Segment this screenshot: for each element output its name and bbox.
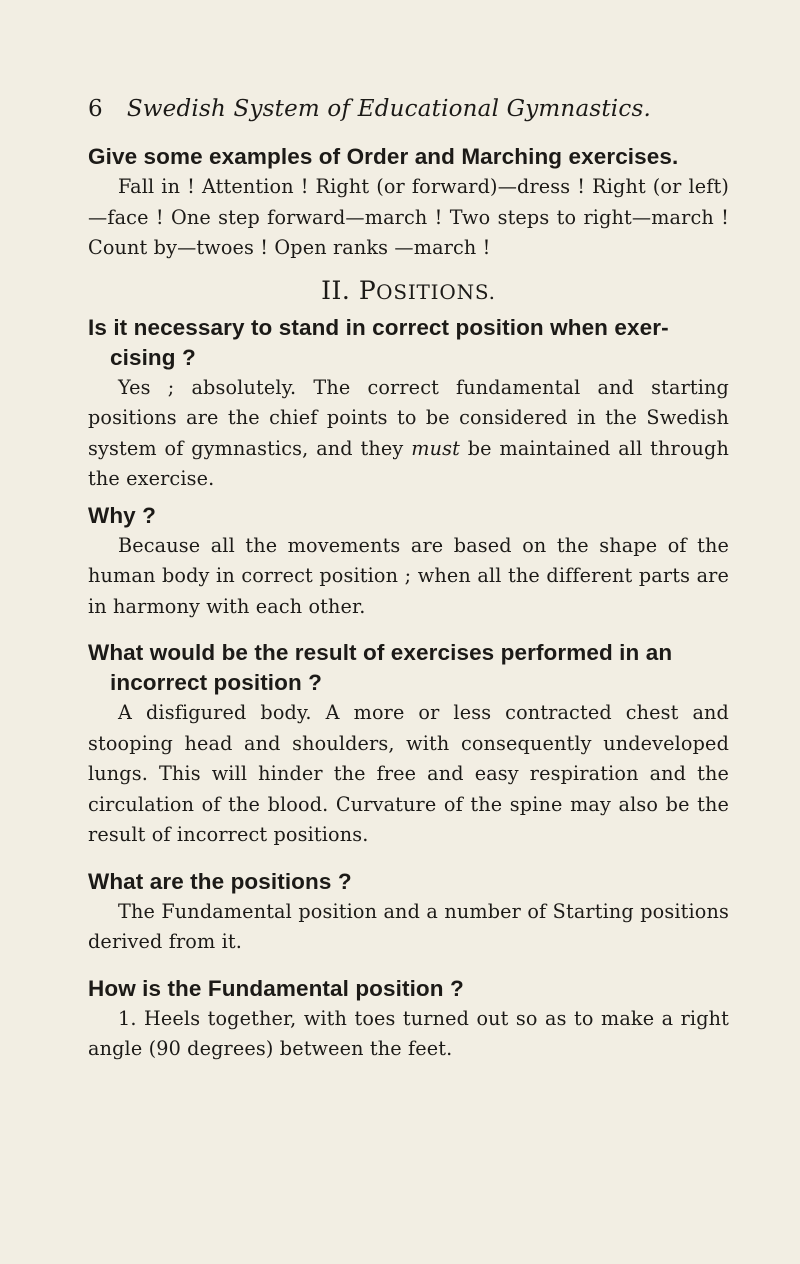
answer-what-positions: The Fundamental position and a number of Starting positions derived from it. bbox=[88, 899, 729, 953]
section-numeral: II. bbox=[321, 275, 351, 305]
section-title-rest: OSITIONS. bbox=[376, 279, 496, 304]
page-body bbox=[88, 142, 729, 1065]
running-head bbox=[88, 96, 728, 122]
question-why: Why ? bbox=[88, 502, 156, 528]
answer-incorrect-result: A disfigured body. A more or less contracted chest and stooping head and shoulders, with consequently undeveloped lungs. This will hinder the free and easy respiration and the circulation of the blood. Curvature of the spine may also be the result of incorrect positions. bbox=[88, 701, 729, 846]
answer-fundamental-position: 1. Heels together, with toes turned out so as to make a right angle (90 degrees) between the feet. bbox=[88, 1006, 729, 1060]
answer-correct-position bbox=[88, 373, 729, 495]
page-number: 6 bbox=[88, 96, 103, 122]
answer-emphasis: must bbox=[411, 436, 460, 460]
answer-text-before: Yes ; absolutely. The correct fundamental and starting positions are the chief points to be considered in the Swedish system of gymnastics, and they bbox=[88, 375, 729, 460]
answer-why: Because all the movements are based on the shape of the human body in correct position ; when all the different parts are in harmony with each other. bbox=[88, 533, 729, 618]
question-what-positions: What are the positions ? bbox=[88, 868, 352, 894]
section-title-capital: P bbox=[358, 275, 377, 305]
book-title: Swedish System of Educational Gymnastics. bbox=[126, 96, 651, 122]
question-correct-position: Is it necessary to stand in correct position when exer- cising ? bbox=[88, 314, 669, 370]
question-order-marching: Give some examples of Order and Marching exercises. bbox=[88, 144, 679, 169]
section-heading-positions bbox=[88, 276, 729, 305]
question-fundamental-position: How is the Fundamental position ? bbox=[88, 975, 464, 1001]
question-incorrect-result: What would be the result of exercises performed in an incorrect position ? bbox=[88, 640, 673, 695]
answer-text-after: be maintained all through the exercise. bbox=[88, 436, 729, 490]
answer-order-marching: Fall in ! Attention ! Right (or forward)—dress ! Right (or left)—face ! One step forward—march ! Two steps to right—march ! Count by—twoes ! Open ranks —march ! bbox=[88, 175, 729, 259]
